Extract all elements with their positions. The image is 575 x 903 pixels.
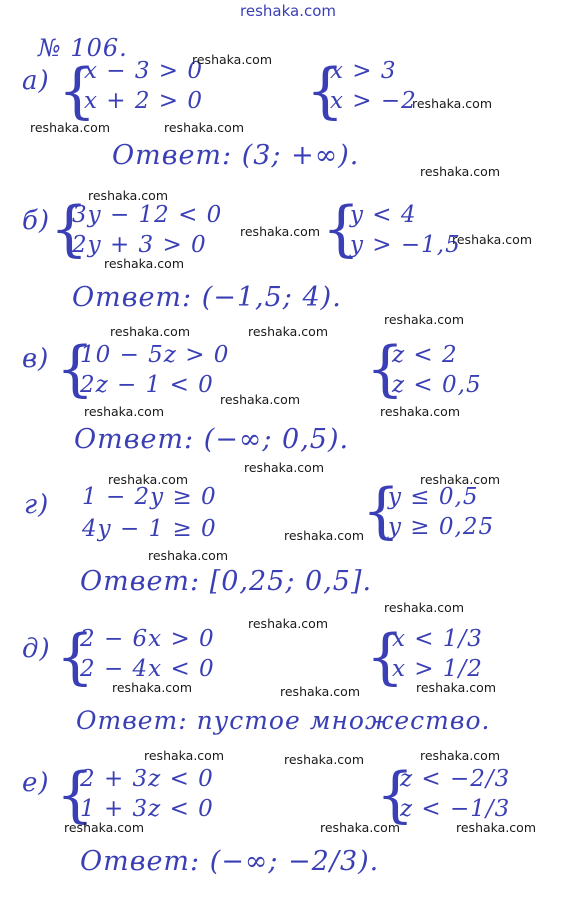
watermark: reshaka.com (384, 600, 464, 615)
part-c-solution-2: z < 0,5 (392, 372, 482, 398)
part-e-solution-1: x < 1/3 (392, 626, 483, 652)
watermark: reshaka.com (420, 164, 500, 179)
watermark: reshaka.com (416, 680, 496, 695)
part-c-label: в) (22, 344, 50, 374)
watermark: reshaka.com (380, 404, 460, 419)
brace-icon: { (366, 334, 405, 404)
part-b-solution-1: y < 4 (350, 202, 417, 228)
watermark: reshaka.com (30, 120, 110, 135)
watermark: reshaka.com (64, 820, 144, 835)
part-b-system-1: 3y − 12 < 0 (72, 202, 223, 228)
part-f-answer: Ответ: (−∞; −2/3). (80, 846, 380, 877)
part-e-system-2: 2 − 4x < 0 (80, 656, 215, 682)
part-e-system-1: 2 − 6x > 0 (80, 626, 215, 652)
watermark: reshaka.com (248, 616, 328, 631)
part-c-solution-1: z < 2 (392, 342, 458, 368)
watermark: reshaka.com (108, 472, 188, 487)
part-a-system-2: x + 2 > 0 (84, 88, 204, 114)
watermark: reshaka.com (284, 752, 364, 767)
part-b-label: б) (22, 206, 51, 236)
watermark: reshaka.com (456, 820, 536, 835)
part-a-system-1: x − 3 > 0 (84, 58, 204, 84)
brace-icon: { (56, 334, 95, 404)
part-d-label: г) (24, 490, 50, 520)
part-d-answer: Ответ: [0,25; 0,5]. (80, 566, 373, 597)
watermark: reshaka.com (84, 404, 164, 419)
part-b-solution-2: y > −1,5 (350, 232, 461, 258)
watermark: reshaka.com (112, 680, 192, 695)
brace-icon: { (56, 622, 95, 692)
watermark: reshaka.com (192, 52, 272, 67)
watermark: reshaka.com (412, 96, 492, 111)
problem-number: № 106. (38, 34, 128, 62)
part-c-system-2: 2z − 1 < 0 (80, 372, 214, 398)
watermark: reshaka.com (164, 120, 244, 135)
part-f-solution-2: z < −1/3 (400, 796, 511, 822)
watermark: reshaka.com (88, 188, 168, 203)
watermark: reshaka.com (284, 528, 364, 543)
part-f-label: е) (22, 768, 50, 798)
watermark: reshaka.com (320, 820, 400, 835)
part-e-answer: Ответ: пустое множество. (76, 706, 491, 735)
watermark: reshaka.com (248, 324, 328, 339)
part-e-label: д) (22, 634, 51, 664)
part-e-solution-2: x > 1/2 (392, 656, 483, 682)
watermark: reshaka.com (420, 472, 500, 487)
brace-icon: { (306, 56, 345, 126)
brace-icon: { (322, 194, 361, 264)
brace-icon: { (366, 622, 405, 692)
part-a-solution-2: x > −2 (330, 88, 417, 114)
part-f-system-2: 1 + 3z < 0 (80, 796, 214, 822)
part-c-system-1: 10 − 5z > 0 (80, 342, 230, 368)
watermark: reshaka.com (240, 224, 320, 239)
watermark: reshaka.com (110, 324, 190, 339)
part-a-solution-1: x > 3 (330, 58, 397, 84)
watermark: reshaka.com (148, 548, 228, 563)
brace-icon: { (362, 476, 401, 546)
watermark: reshaka.com (220, 392, 300, 407)
watermark: reshaka.com (384, 312, 464, 327)
part-b-answer: Ответ: (−1,5; 4). (72, 282, 342, 313)
part-d-solution-1: y ≤ 0,5 (388, 484, 479, 510)
watermark: reshaka.com (104, 256, 184, 271)
watermark: reshaka.com (452, 232, 532, 247)
part-b-system-2: 2y + 3 > 0 (72, 232, 207, 258)
part-a-label: а) (22, 66, 50, 96)
watermark: reshaka.com (280, 684, 360, 699)
site-header[interactable]: reshaka.com (240, 2, 336, 20)
part-d-solution-2: y ≥ 0,25 (388, 514, 495, 540)
watermark: reshaka.com (244, 460, 324, 475)
watermark: reshaka.com (144, 748, 224, 763)
part-d-system-1: 1 − 2y ≥ 0 (82, 484, 217, 510)
brace-icon: { (50, 194, 89, 264)
part-c-answer: Ответ: (−∞; 0,5). (74, 424, 350, 455)
part-a-answer: Ответ: (3; +∞). (112, 140, 360, 171)
brace-icon: { (56, 760, 95, 830)
part-f-system-1: 2 + 3z < 0 (80, 766, 214, 792)
part-d-system-2: 4y − 1 ≥ 0 (82, 516, 217, 542)
brace-icon: { (376, 760, 415, 830)
watermark: reshaka.com (420, 748, 500, 763)
part-f-solution-1: z < −2/3 (400, 766, 511, 792)
brace-icon: { (58, 56, 97, 126)
